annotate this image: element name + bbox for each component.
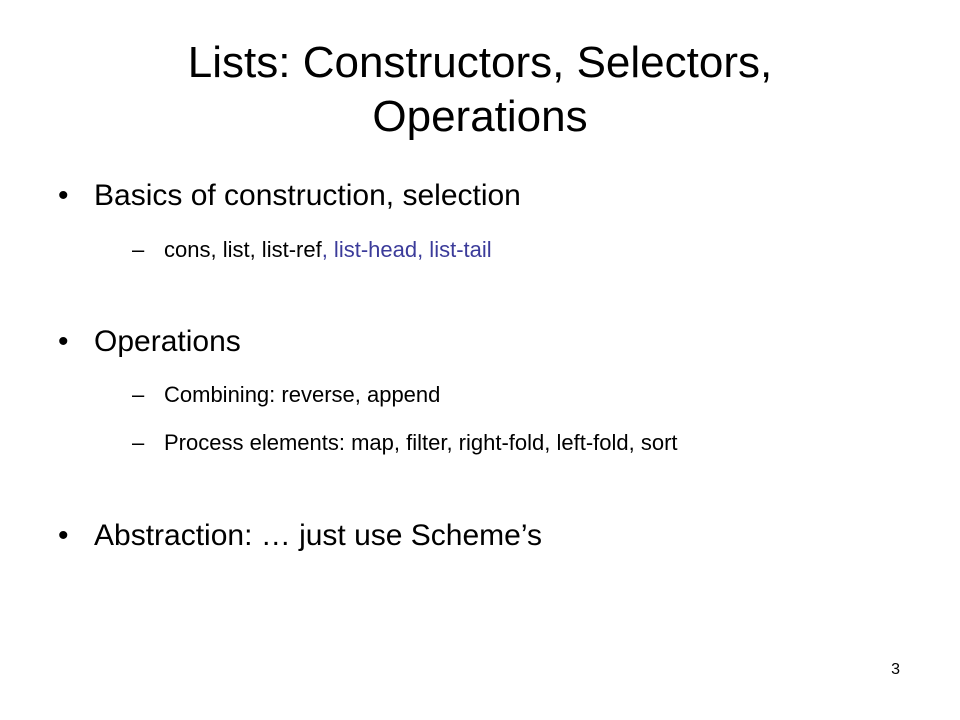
sub-bullet-constructors xyxy=(132,236,492,264)
sub-bullet-plain-text: cons, list, list-ref xyxy=(164,237,322,262)
slide-number: 3 xyxy=(891,661,900,678)
slide-title-line-1: Lists: Constructors, Selectors, xyxy=(187,38,773,87)
sub-bullet-combining xyxy=(132,381,440,409)
sub-bullet-process-elements xyxy=(132,429,678,457)
bullet-text: Basics of construction, selection xyxy=(94,179,521,212)
bullet-text: Abstraction: … just use Scheme’s xyxy=(94,519,542,552)
dash-marker: – xyxy=(132,430,145,455)
bullet-marker: • xyxy=(58,179,69,212)
sub-bullet-highlight-text: , list-head, list-tail xyxy=(321,237,492,262)
dash-marker: – xyxy=(132,237,145,262)
bullet-marker: • xyxy=(58,519,69,552)
bullet-basics xyxy=(58,178,521,214)
sub-bullet-plain-text: Combining: reverse, append xyxy=(164,382,441,407)
slide-title-line-2: Operations xyxy=(372,92,588,141)
bullet-operations xyxy=(58,324,241,360)
bullet-abstraction xyxy=(58,518,542,554)
dash-marker: – xyxy=(132,382,145,407)
sub-bullet-plain-text: Process elements: map, filter, right-fold, left-fold, sort xyxy=(164,430,678,455)
bullet-marker: • xyxy=(58,325,69,358)
bullet-text: Operations xyxy=(94,325,241,358)
slide-title xyxy=(60,36,900,144)
